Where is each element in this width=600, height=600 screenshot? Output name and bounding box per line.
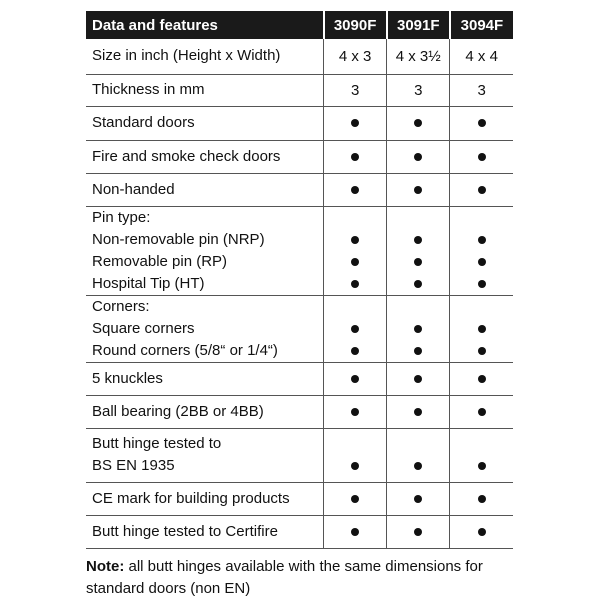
feature-label-cell xyxy=(86,106,324,140)
feature-label-cell xyxy=(86,74,324,106)
product-value: 4 x 3½ xyxy=(395,47,441,65)
feature-label-cell xyxy=(86,362,324,395)
available-dot-icon xyxy=(478,280,486,288)
feature-label-cell xyxy=(86,428,324,482)
table-row xyxy=(86,106,513,140)
available-dot-icon xyxy=(414,258,422,266)
available-dot-icon xyxy=(351,119,359,127)
product-value-cell xyxy=(450,74,513,106)
available-dot-icon xyxy=(414,119,422,127)
product-value-cell xyxy=(450,206,513,295)
product-value-cell xyxy=(450,140,513,173)
product-value-cell xyxy=(387,74,450,106)
available-dot-icon xyxy=(351,408,359,416)
available-dot-icon xyxy=(414,153,422,161)
feature-label-cell xyxy=(86,295,324,362)
table-row xyxy=(86,395,513,428)
feature-label: Hospital Tip (HT) xyxy=(92,274,205,292)
available-dot-icon xyxy=(414,462,422,470)
available-dot-icon xyxy=(351,236,359,244)
product-value-cell xyxy=(387,362,450,395)
table-header-row xyxy=(86,11,513,39)
feature-table xyxy=(86,11,513,549)
product-value-cell xyxy=(387,482,450,515)
table-row xyxy=(86,206,513,295)
available-dot-icon xyxy=(478,258,486,266)
table-row xyxy=(86,482,513,515)
feature-label-cell xyxy=(86,482,324,515)
feature-label: Size in inch (Height x Width) xyxy=(92,47,281,65)
product-value-cell xyxy=(387,140,450,173)
product-value-cell xyxy=(387,39,450,74)
header-product-3090f: 3090F xyxy=(324,11,387,39)
feature-label: Non-handed xyxy=(92,180,175,198)
available-dot-icon xyxy=(414,186,422,194)
available-dot-icon xyxy=(351,258,359,266)
product-value-cell xyxy=(324,173,387,206)
footnote xyxy=(86,556,516,600)
feature-label: Pin type: xyxy=(92,208,151,226)
feature-label: Fire and smoke check doors xyxy=(92,147,281,165)
feature-label: Butt hinge tested to xyxy=(92,435,222,452)
available-dot-icon xyxy=(351,528,359,536)
table-row xyxy=(86,39,513,74)
available-dot-icon xyxy=(414,347,422,355)
product-value-cell xyxy=(324,362,387,395)
header-label: Data and features xyxy=(86,11,324,39)
product-value-cell xyxy=(450,482,513,515)
available-dot-icon xyxy=(351,375,359,383)
product-value: 4 x 3 xyxy=(338,47,372,65)
available-dot-icon xyxy=(351,347,359,355)
available-dot-icon xyxy=(351,495,359,503)
feature-label: Ball bearing (2BB or 4BB) xyxy=(92,402,264,420)
product-value-cell xyxy=(387,106,450,140)
available-dot-icon xyxy=(351,462,359,470)
product-value-cell xyxy=(387,206,450,295)
product-value-cell xyxy=(324,206,387,295)
feature-label-cell xyxy=(86,395,324,428)
product-value-cell xyxy=(324,428,387,482)
feature-label-cell xyxy=(86,39,324,74)
product-value: 3 xyxy=(477,81,486,99)
available-dot-icon xyxy=(478,495,486,503)
product-value-cell xyxy=(324,395,387,428)
available-dot-icon xyxy=(414,280,422,288)
feature-label: Standard doors xyxy=(92,114,195,131)
table-row xyxy=(86,140,513,173)
table-row xyxy=(86,362,513,395)
feature-label-cell xyxy=(86,206,324,295)
available-dot-icon xyxy=(414,528,422,536)
product-value-cell xyxy=(324,74,387,106)
product-value-cell xyxy=(324,140,387,173)
header-product-3094f: 3094F xyxy=(450,11,513,39)
available-dot-icon xyxy=(351,325,359,333)
product-value-cell xyxy=(450,362,513,395)
table-row xyxy=(86,74,513,106)
product-value-cell xyxy=(450,173,513,206)
table-row xyxy=(86,515,513,548)
available-dot-icon xyxy=(478,408,486,416)
product-value-cell xyxy=(387,515,450,548)
product-value-cell xyxy=(450,515,513,548)
product-value-cell xyxy=(387,395,450,428)
table-row xyxy=(86,428,513,482)
available-dot-icon xyxy=(478,186,486,194)
available-dot-icon xyxy=(351,186,359,194)
available-dot-icon xyxy=(414,325,422,333)
feature-label: Round corners (5/8“ or 1/4“) xyxy=(92,341,278,359)
feature-label: BS EN 1935 xyxy=(92,457,175,474)
feature-label: Butt hinge tested to Certifire xyxy=(92,522,278,540)
available-dot-icon xyxy=(478,325,486,333)
product-value-cell xyxy=(450,295,513,362)
available-dot-icon xyxy=(351,280,359,288)
available-dot-icon xyxy=(478,153,486,161)
footnote-text: all butt hinges available with the same dimensions for standard doors (non EN) xyxy=(86,558,483,597)
feature-label-cell xyxy=(86,173,324,206)
feature-table-container xyxy=(86,11,513,549)
product-value-cell xyxy=(324,515,387,548)
feature-label: Removable pin (RP) xyxy=(92,252,228,270)
header-product-3091f: 3091F xyxy=(387,11,450,39)
product-value-cell xyxy=(450,106,513,140)
table-row xyxy=(86,295,513,362)
available-dot-icon xyxy=(478,528,486,536)
product-value-cell xyxy=(450,39,513,74)
feature-label: Corners: xyxy=(92,297,150,315)
product-value-cell xyxy=(324,295,387,362)
feature-label: Square corners xyxy=(92,319,195,337)
feature-label: CE mark for building products xyxy=(92,489,290,507)
available-dot-icon xyxy=(414,408,422,416)
footnote-label: Note: xyxy=(86,558,125,575)
available-dot-icon xyxy=(478,236,486,244)
product-value: 3 xyxy=(414,81,423,99)
product-value-cell xyxy=(450,395,513,428)
available-dot-icon xyxy=(478,375,486,383)
product-value: 3 xyxy=(350,81,360,99)
feature-label: Non-removable pin (NRP) xyxy=(92,230,265,248)
product-value-cell xyxy=(387,428,450,482)
feature-label-cell xyxy=(86,515,324,548)
available-dot-icon xyxy=(478,462,486,470)
product-value-cell xyxy=(450,428,513,482)
available-dot-icon xyxy=(414,236,422,244)
table-row xyxy=(86,173,513,206)
feature-label: Thickness in mm xyxy=(92,81,205,98)
feature-label: 5 knuckles xyxy=(92,369,163,387)
product-value-cell xyxy=(387,295,450,362)
product-value-cell xyxy=(324,482,387,515)
product-value: 4 x 4 xyxy=(465,47,498,65)
available-dot-icon xyxy=(414,495,422,503)
product-value-cell xyxy=(324,39,387,74)
feature-label-cell xyxy=(86,140,324,173)
available-dot-icon xyxy=(478,347,486,355)
available-dot-icon xyxy=(414,375,422,383)
product-value-cell xyxy=(387,173,450,206)
available-dot-icon xyxy=(351,153,359,161)
product-value-cell xyxy=(324,106,387,140)
available-dot-icon xyxy=(478,119,486,127)
